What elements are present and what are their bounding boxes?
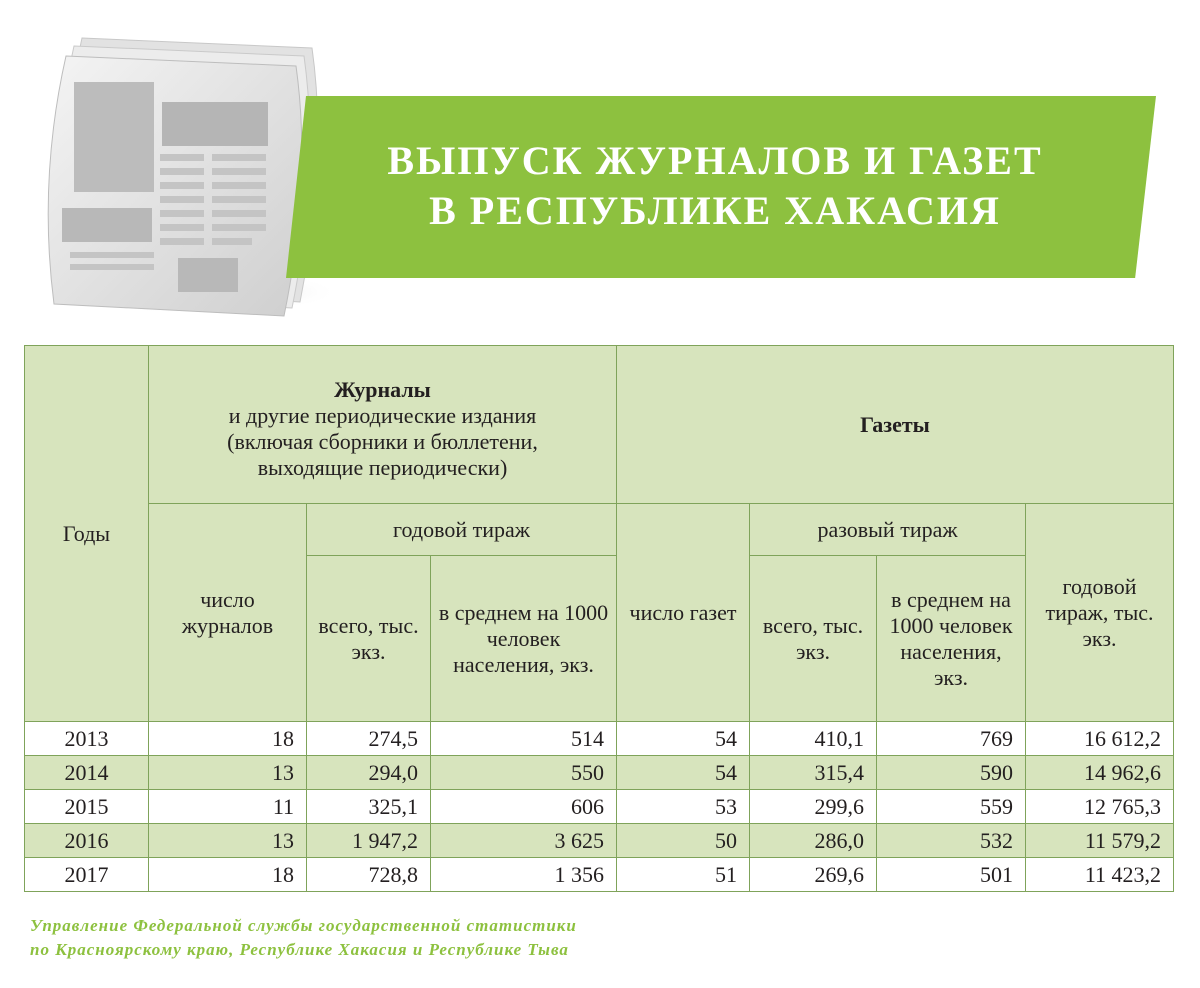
table-row (25, 756, 1174, 790)
stats-table (24, 345, 1174, 892)
cell-j-total: 294,0 (307, 756, 431, 790)
cell-n-total: 299,6 (750, 790, 877, 824)
journals-count-header: число журналов (149, 504, 307, 722)
newspapers-group-header (617, 346, 1174, 504)
journals-annual-header: годовой тираж (307, 504, 617, 556)
table-row (25, 790, 1174, 824)
cell-year: 2016 (25, 824, 149, 858)
cell-j-count: 11 (149, 790, 307, 824)
cell-n-total: 269,6 (750, 858, 877, 892)
cell-n-annual: 16 612,2 (1026, 722, 1174, 756)
journals-per1000-header: в среднем на 1000 человек населения, экз. (431, 556, 617, 722)
cell-n-annual: 11 579,2 (1026, 824, 1174, 858)
table-body (25, 722, 1174, 892)
journals-title: Журналы (334, 376, 431, 402)
journals-total-header: всего, тыс. экз. (307, 556, 431, 722)
table-row (25, 858, 1174, 892)
title-line-2: В РЕСПУБЛИКЕ ХАКАСИЯ (429, 188, 1001, 233)
cell-year: 2014 (25, 756, 149, 790)
source-line-2: по Красноярскому краю, Республике Хакасия и Республике Тыва (30, 940, 569, 959)
cell-j-per1000: 1 356 (431, 858, 617, 892)
table-row (25, 824, 1174, 858)
cell-n-per1000: 559 (877, 790, 1026, 824)
cell-n-per1000: 769 (877, 722, 1026, 756)
cell-year: 2015 (25, 790, 149, 824)
cell-n-annual: 12 765,3 (1026, 790, 1174, 824)
cell-j-per1000: 550 (431, 756, 617, 790)
cell-j-total: 728,8 (307, 858, 431, 892)
cell-j-per1000: 514 (431, 722, 617, 756)
years-header: Годы (25, 346, 149, 722)
cell-n-total: 286,0 (750, 824, 877, 858)
source-note (30, 914, 577, 962)
newspapers-total-header: всего, тыс. экз. (750, 556, 877, 722)
cell-n-per1000: 532 (877, 824, 1026, 858)
cell-n-per1000: 501 (877, 858, 1026, 892)
newspapers-count-header: число газет (617, 504, 750, 722)
cell-n-count: 54 (617, 722, 750, 756)
cell-n-per1000: 590 (877, 756, 1026, 790)
page-title (300, 136, 1130, 236)
cell-n-total: 410,1 (750, 722, 877, 756)
cell-n-count: 53 (617, 790, 750, 824)
table-row (25, 722, 1174, 756)
cell-year: 2017 (25, 858, 149, 892)
newspapers-annual-header: годовой тираж, тыс. экз. (1026, 504, 1174, 722)
cell-j-total: 274,5 (307, 722, 431, 756)
cell-n-total: 315,4 (750, 756, 877, 790)
cell-j-per1000: 606 (431, 790, 617, 824)
source-line-1: Управление Федеральной службы государственной статистики (30, 916, 577, 935)
cell-j-count: 13 (149, 756, 307, 790)
newspapers-per1000-header: в среднем на 1000 человек населения, экз. (877, 556, 1026, 722)
cell-j-total: 325,1 (307, 790, 431, 824)
cell-j-count: 13 (149, 824, 307, 858)
cell-year: 2013 (25, 722, 149, 756)
cell-n-count: 51 (617, 858, 750, 892)
journals-subtitle-1: и другие периодические издания (228, 402, 537, 428)
cell-n-annual: 11 423,2 (1026, 858, 1174, 892)
newspapers-single-header: разовый тираж (750, 504, 1026, 556)
cell-j-count: 18 (149, 722, 307, 756)
cell-n-annual: 14 962,6 (1026, 756, 1174, 790)
cell-j-count: 18 (149, 858, 307, 892)
title-line-1: ВЫПУСК ЖУРНАЛОВ И ГАЗЕТ (387, 138, 1043, 183)
journals-group-header (149, 346, 617, 504)
journals-subtitle-3: выходящие периодически) (257, 454, 508, 480)
newspapers-title: Газеты (860, 411, 930, 437)
cell-j-per1000: 3 625 (431, 824, 617, 858)
cell-n-count: 50 (617, 824, 750, 858)
cell-j-total: 1 947,2 (307, 824, 431, 858)
cell-n-count: 54 (617, 756, 750, 790)
journals-subtitle-2: (включая сборники и бюллетени, (227, 428, 538, 454)
